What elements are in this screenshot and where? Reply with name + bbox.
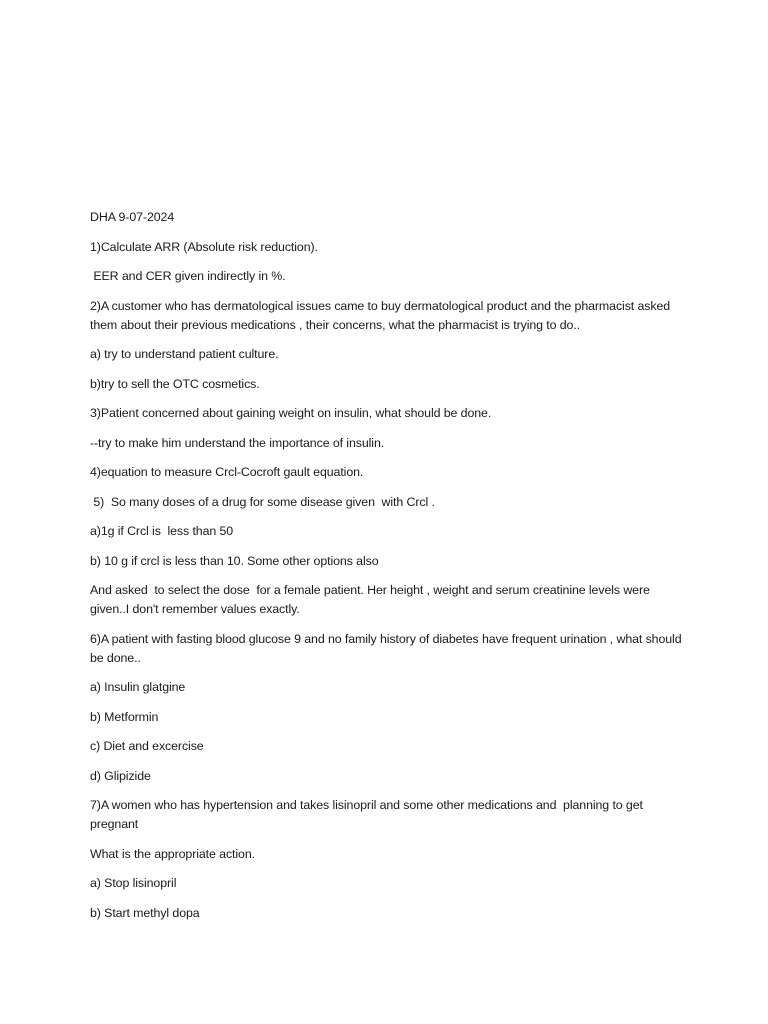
question-4: 4)equation to measure Crcl-Cocroft gault equation. [90,465,364,479]
question-7-option-a: a) Stop lisinopril [90,876,177,890]
question-6-option-c: c) Diet and excercise [90,739,204,753]
question-6: 6)A patient with fasting blood glucose 9 and no family history of diabetes have frequent urination , what should be done.. [90,631,685,665]
question-6-option-b: b) Metformin [90,709,159,724]
question-3-answer: --try to make him understand the importance of insulin. [90,435,385,450]
document-date-heading: DHA 9-07-2024 [90,210,175,224]
question-1: 1)Calculate ARR (Absolute risk reduction). [90,239,318,254]
question-5-note: And asked to select the dose for a female patient. Her height , weight and serum creatinine levels were given..I don't remember values exactly. [90,583,654,616]
question-7: 7)A women who has hypertension and takes lisinopril and some other medications and planning to get pregnant [90,798,647,831]
question-5-option-a: a)1g if Crcl is less than 50 [90,524,234,538]
question-5: 5) So many doses of a drug for some disease given with Crcl . [90,494,435,509]
question-6-option-d: d) Glipizide [90,768,151,783]
document-body [90,208,690,933]
question-3: 3)Patient concerned about gaining weight on insulin, what should be done. [90,406,492,420]
question-1-note: EER and CER given indirectly in %. [90,269,286,283]
question-6-option-a: a) Insulin glatgine [90,680,186,694]
question-2: 2)A customer who has dermatological issues came to buy dermatological product and the pharmacist asked them about their previous medications , their concerns, what the pharmacist is trying to do.. [90,298,674,332]
question-2-option-b: b)try to sell the OTC cosmetics. [90,376,260,391]
question-2-option-a: a) try to understand patient culture. [90,347,279,361]
question-7-option-b: b) Start methyl dopa [90,905,200,920]
question-5-option-b: b) 10 g if crcl is less than 10. Some other options also [90,553,379,568]
question-7-prompt: What is the appropriate action. [90,846,255,861]
